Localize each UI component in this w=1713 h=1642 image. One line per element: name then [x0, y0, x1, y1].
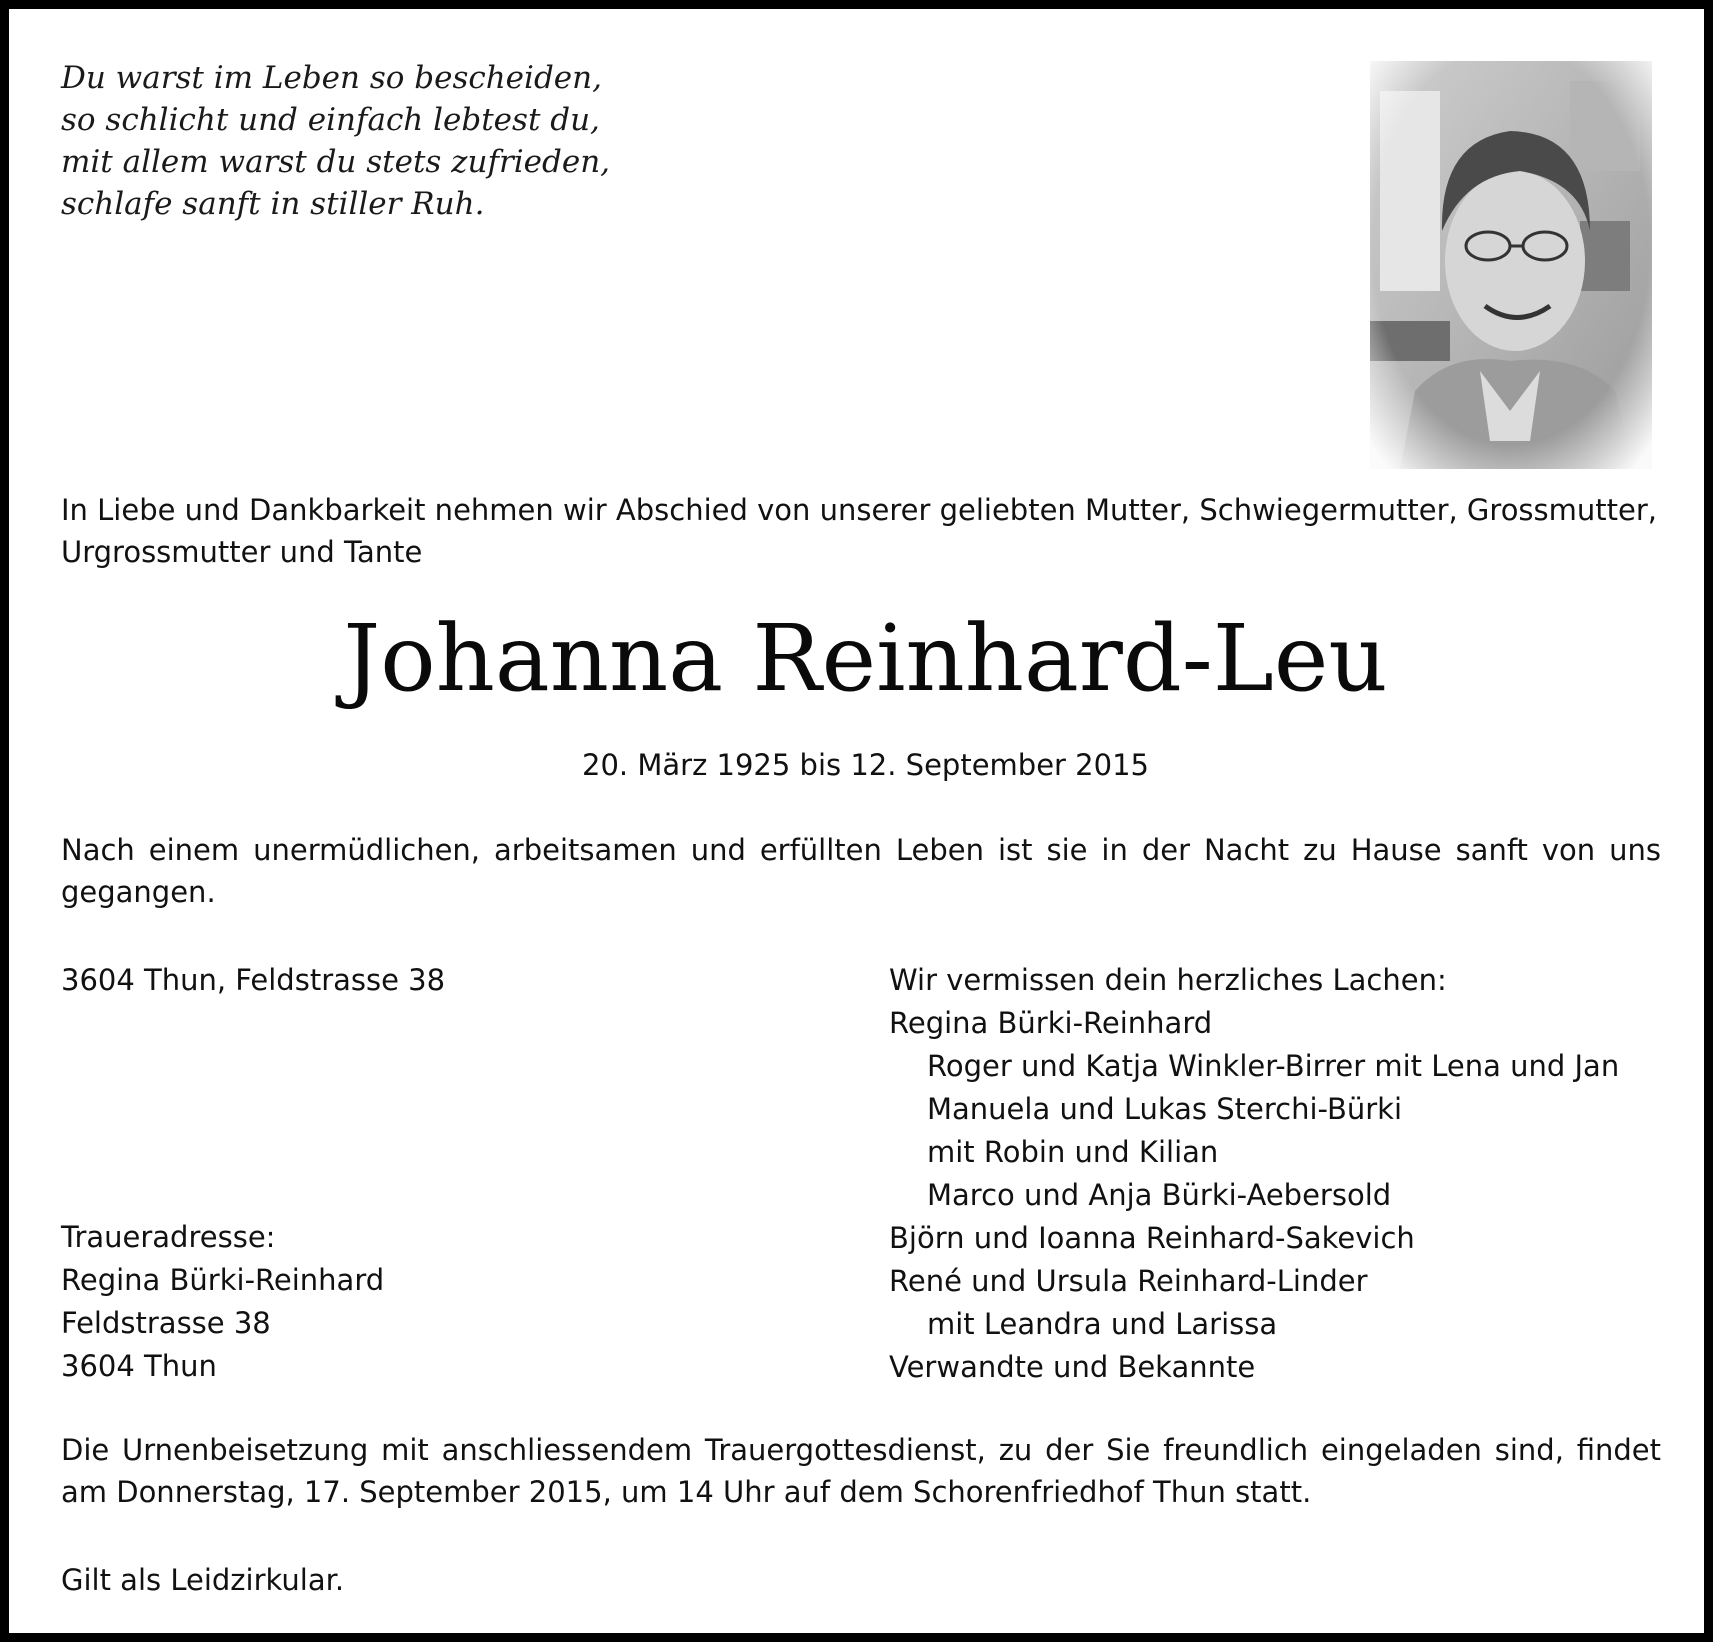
family-member: Roger und Katja Winkler-Birrer mit Lena und Jan: [927, 1049, 1620, 1083]
memorial-poem: [61, 57, 610, 225]
mourning-address-name: Regina Bürki-Reinhard: [61, 1263, 385, 1297]
mourning-address: [61, 1216, 384, 1388]
deceased-name: Johanna Reinhard-Leu: [343, 605, 1388, 712]
mourning-address-street: Feldstrasse 38: [61, 1306, 271, 1340]
poem-line: schlafe sanft in stiller Ruh.: [61, 186, 485, 222]
poem-line: so schlicht und einfach lebtest du,: [61, 102, 600, 138]
family-member: Verwandte und Bekannte: [889, 1350, 1256, 1384]
residence-address: 3604 Thun, Feldstrasse 38: [61, 963, 446, 997]
life-dates: 20. März 1925 bis 12. September 2015: [582, 748, 1149, 782]
family-member: mit Robin und Kilian: [927, 1135, 1219, 1169]
intro-line: Urgrossmutter und Tante: [61, 535, 423, 569]
closing-note: Gilt als Leidzirkular.: [61, 1563, 345, 1597]
family-heading: Wir vermissen dein herzliches Lachen:: [889, 963, 1447, 997]
family-member: René und Ursula Reinhard-Linder: [889, 1264, 1368, 1298]
passing-text: Nach einem unermüdlichen, arbeitsamen und erfüllten Leben ist sie in der Nacht zu Hause sanft von uns gegangen.: [61, 833, 1661, 909]
poem-line: Du warst im Leben so bescheiden,: [61, 60, 602, 96]
family-member: mit Leandra und Larissa: [927, 1307, 1278, 1341]
poem-line: mit allem warst du stets zufrieden,: [61, 144, 611, 180]
family-list: [889, 959, 1619, 1389]
mourning-address-city: 3604 Thun: [61, 1349, 217, 1383]
portrait-photo: [1370, 61, 1652, 469]
family-member: Marco und Anja Bürki-Aebersold: [927, 1178, 1392, 1212]
ceremony-text: Die Urnenbeisetzung mit anschliessendem Trauergottesdienst, zu der Sie freundlich eingeladen sind, findet am Donnerstag, 17. September 2015, um 14 Uhr auf dem Schorenfriedhof Thun statt.: [61, 1433, 1661, 1509]
intro-text: [61, 489, 1661, 573]
family-member: Björn und Ioanna Reinhard-Sakevich: [889, 1221, 1415, 1255]
family-member: Manuela und Lukas Sterchi-Bürki: [927, 1092, 1403, 1126]
portrait-image: [1370, 61, 1652, 469]
residence-block: [61, 959, 445, 1002]
family-member: Regina Bürki-Reinhard: [889, 1006, 1213, 1040]
mourning-address-label: Traueradresse:: [61, 1220, 276, 1254]
intro-line: In Liebe und Dankbarkeit nehmen wir Abschied von unserer geliebten Mutter, Schwiegermutter, Grossmutter,: [61, 493, 1658, 527]
